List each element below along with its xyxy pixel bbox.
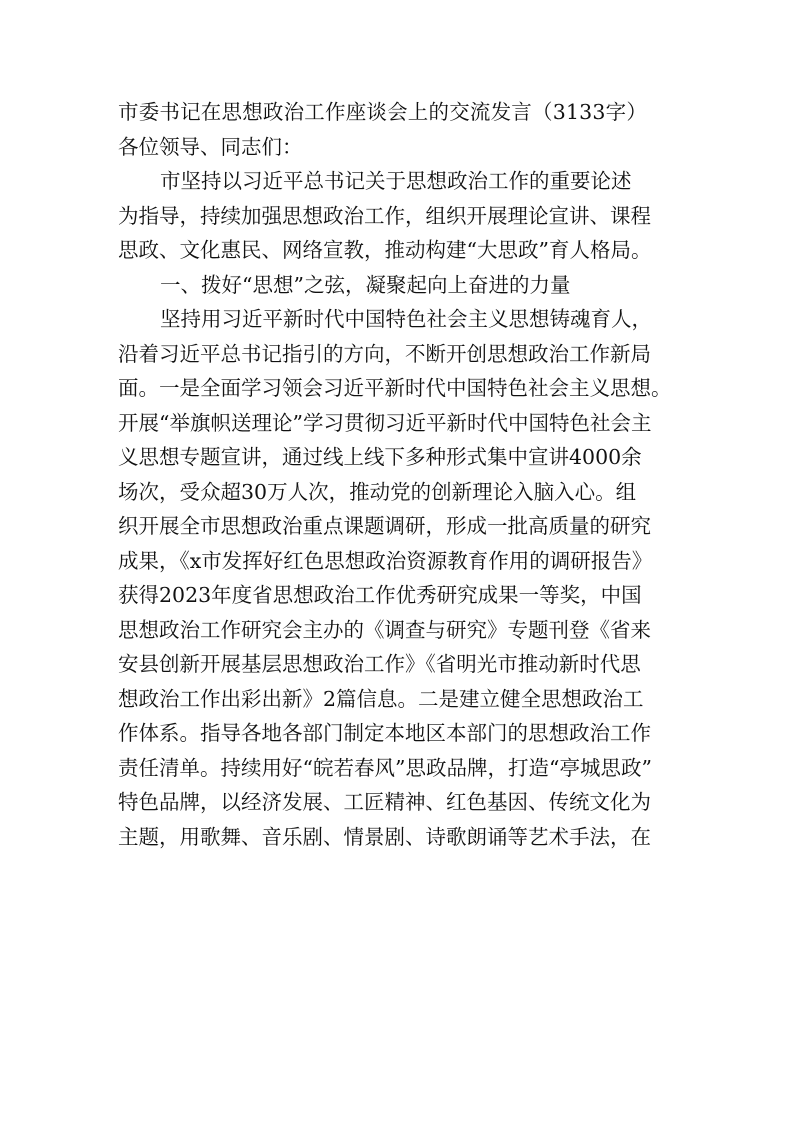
paragraph-line: 成果，《x市发挥好红色思想政治资源教育作用的调研报告》 bbox=[118, 548, 653, 573]
paragraph-line: 沿着习近平总书记指引的方向，不断开创思想政治工作新局 bbox=[118, 341, 651, 366]
paragraph-line: 责任清单。持续用好“皖若春风”思政品牌，打造“亭城思政” bbox=[118, 755, 652, 780]
paragraph-line: 获得2023年度省思想政治工作优秀研究成果一等奖，中国 bbox=[118, 583, 642, 607]
paragraph-line: 思想政治工作研究会主办的《调查与研究》专题刊登《省来 bbox=[118, 617, 651, 642]
paragraph-line: 作体系。指导各地各部门制定本地区本部门的思想政治工作 bbox=[118, 721, 651, 745]
paragraph-line: 面。一是全面学习领会习近平新时代中国特色社会主义思想。 bbox=[118, 376, 672, 400]
paragraph-line: 想政治工作出彩出新》2篇信息。二是建立健全思想政治工 bbox=[118, 686, 644, 711]
paragraph-line: 开展“举旗帜送理论”学习贯彻习近平新时代中国特色社会主 bbox=[118, 410, 652, 435]
document-body bbox=[118, 95, 678, 854]
paragraph-line: 主题，用歌舞、音乐剧、情景剧、诗歌朗诵等艺术手法，在 bbox=[118, 824, 651, 849]
paragraph-line: 为指导，持续加强思想政治工作，组织开展理论宣讲、课程 bbox=[118, 203, 651, 228]
paragraph-line: 场次，受众超30万人次，推动党的创新理论入脑入心。组 bbox=[118, 479, 637, 504]
salutation: 各位领导、同志们： bbox=[118, 134, 303, 159]
document-title: 市委书记在思想政治工作座谈会上的交流发言（3133字） bbox=[118, 100, 648, 124]
paragraph-line: 特色品牌，以经济发展、工匠精神、红色基因、传统文化为 bbox=[118, 790, 651, 814]
paragraph-line: 义思想专题宣讲，通过线上线下多种形式集中宣讲4000余 bbox=[118, 445, 642, 469]
section-heading: 一、拨好“思想”之弦，凝聚起向上奋进的力量 bbox=[160, 272, 571, 297]
paragraph-line: 安县创新开展基层思想政治工作》《省明光市推动新时代思 bbox=[118, 652, 641, 676]
paragraph-line: 织开展全市思想政治重点课题调研，形成一批高质量的研究 bbox=[118, 514, 651, 538]
paragraph-line: 思政、文化惠民、网络宣教，推动构建“大思政”育人格局。 bbox=[118, 238, 652, 262]
paragraph-line: 市坚持以习近平总书记关于思想政治工作的重要论述 bbox=[160, 169, 632, 193]
paragraph-line: 坚持用习近平新时代中国特色社会主义思想铸魂育人， bbox=[160, 307, 652, 331]
